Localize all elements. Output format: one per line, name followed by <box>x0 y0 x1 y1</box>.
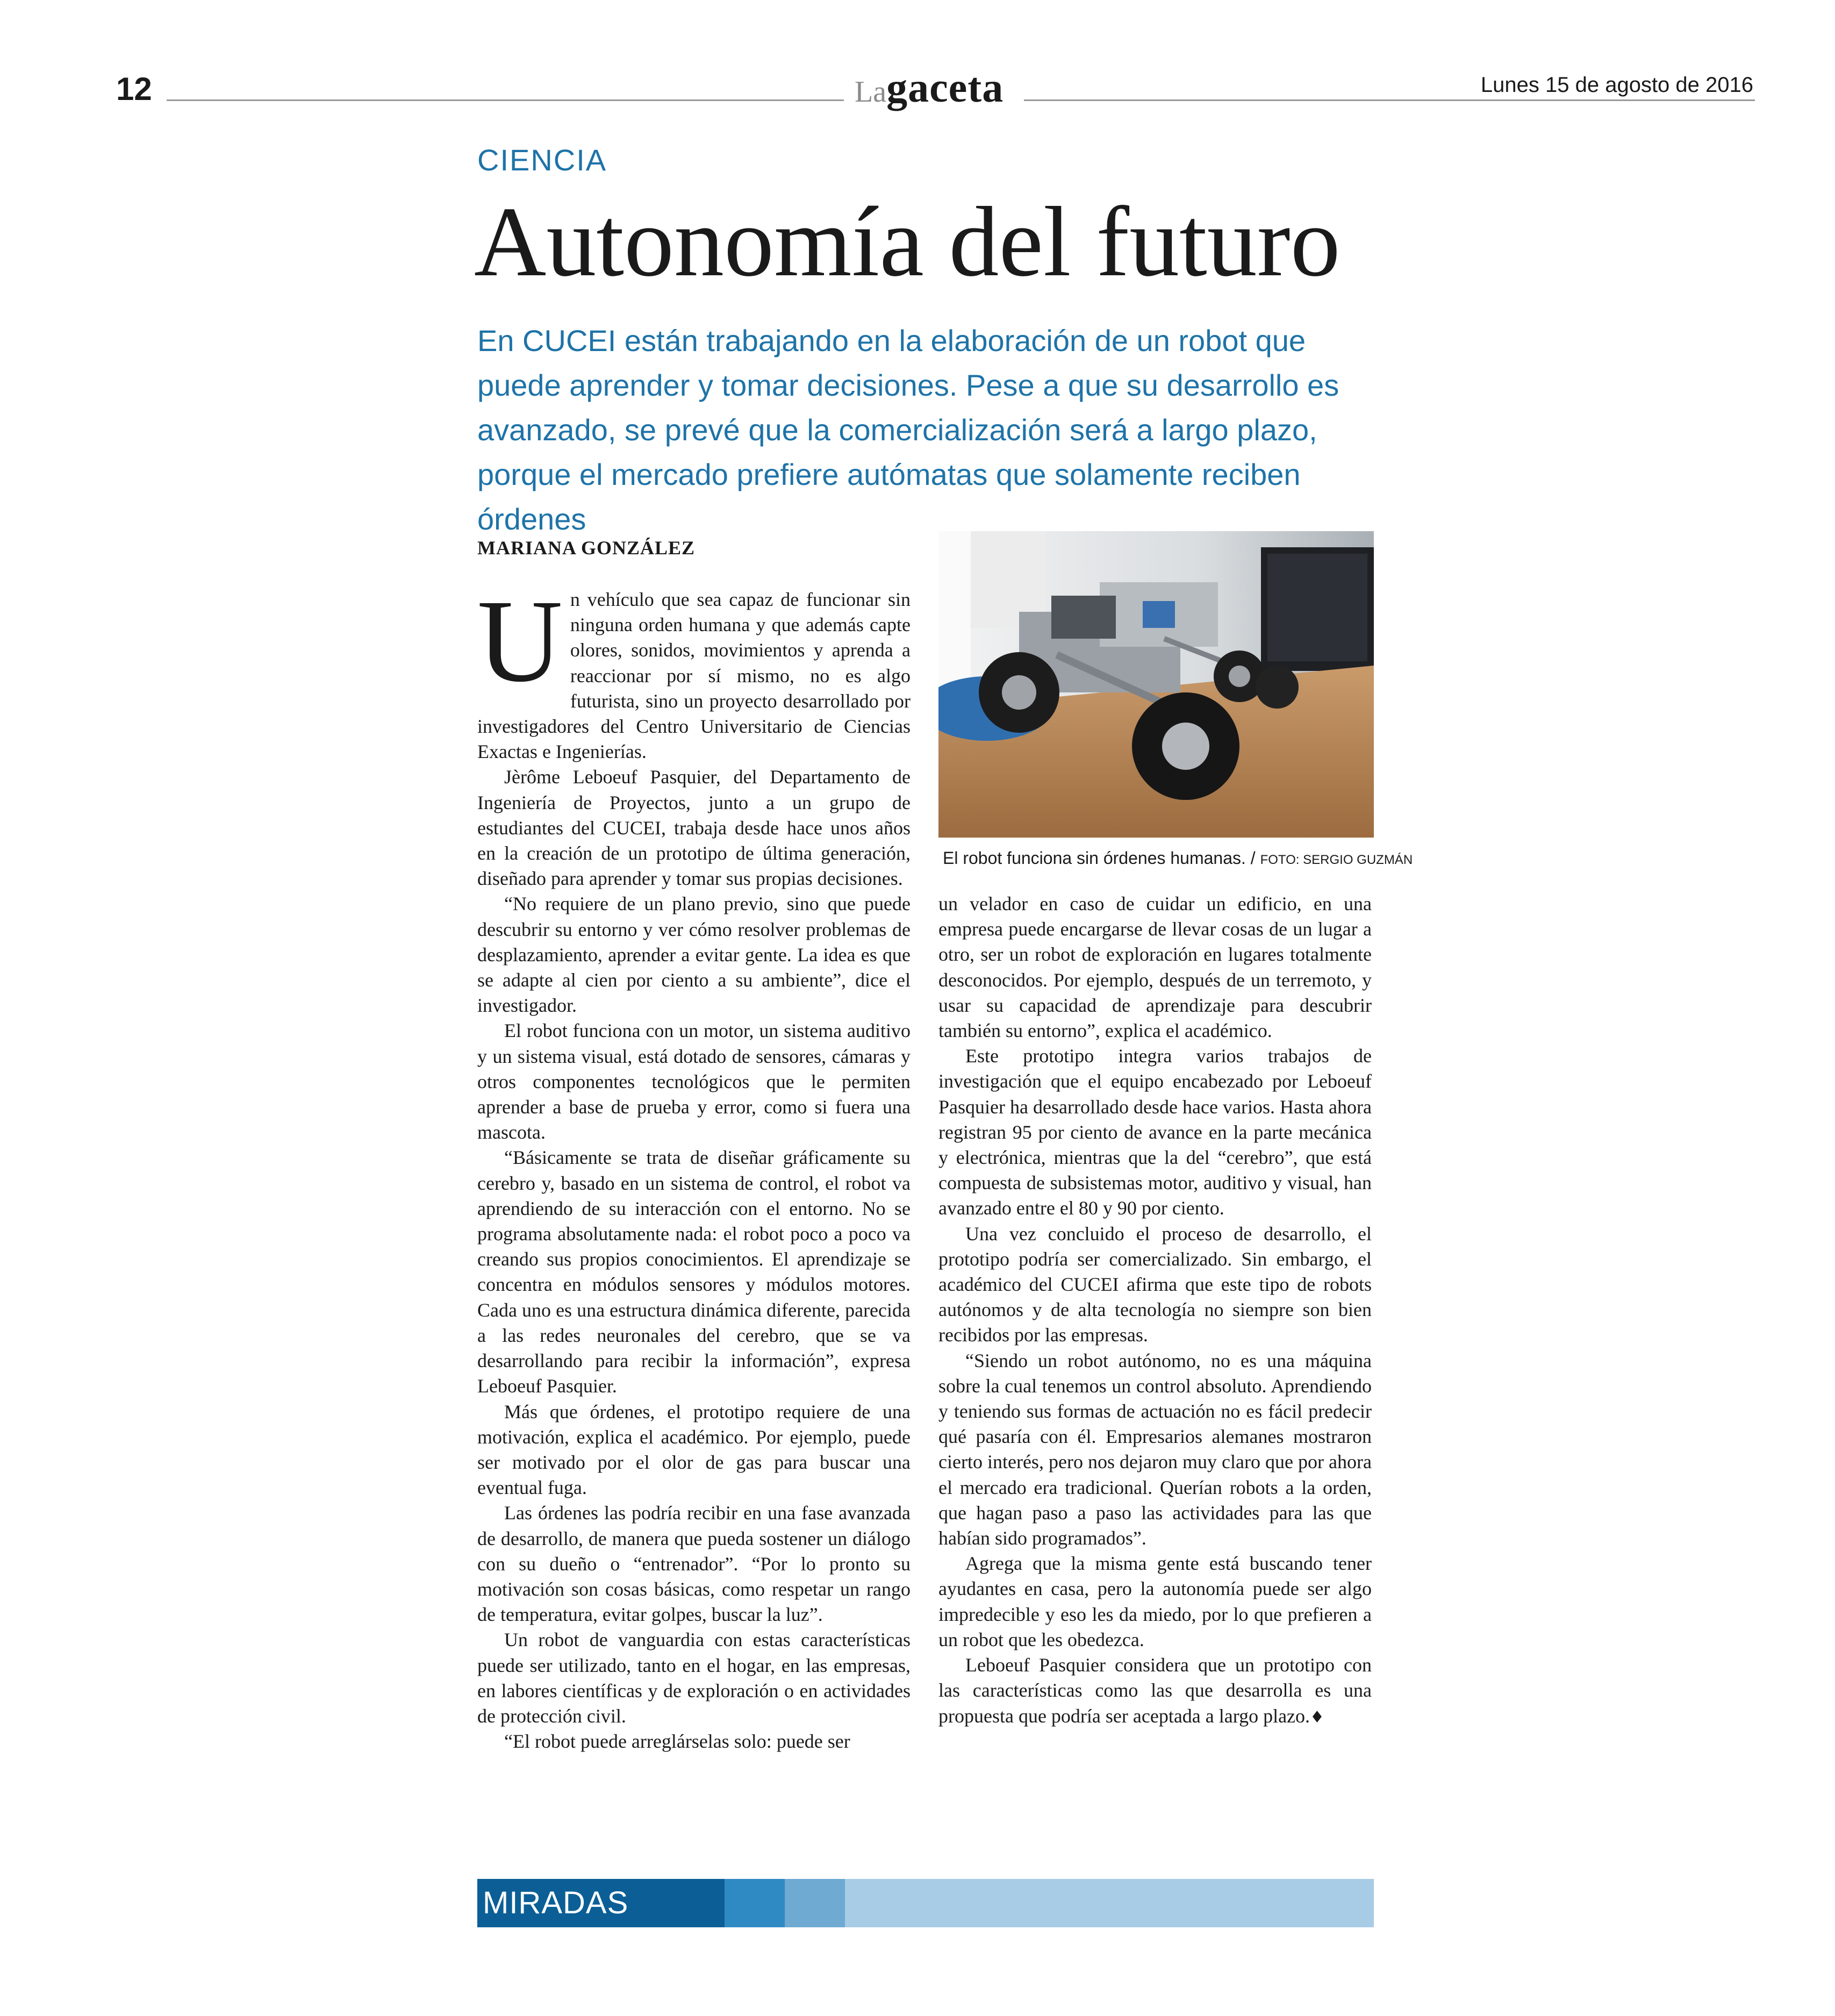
page-number: 12 <box>116 71 152 107</box>
body-paragraph: Una vez concluido el proceso de desarrollo, el prototipo podría ser comercializado. Sin embargo, el académico del CUCEI afirma que este tipo de robots autónomos y de alta tecnología no siempre son bien recibidos por las empresas. <box>938 1223 1372 1346</box>
body-paragraph: “El robot puede arreglárselas solo: puede ser <box>504 1731 850 1753</box>
body-paragraph: Más que órdenes, el prototipo requiere de una motivación, explica el académico. Por ejemplo, puede ser motivado por el olor de gas para buscar una eventual fuga. <box>477 1400 911 1499</box>
body-paragraph: Las órdenes las podría recibir en una fase avanzada de desarrollo, de manera que pueda sostener un diálogo con su dueño o “entrenador”. “Por lo pronto su motivación son cosas básicas, como respetar un rango de temperatura, evitar golpes, buscar la luz”. <box>477 1502 911 1626</box>
body-column-right <box>938 891 1372 1730</box>
masthead-logo <box>855 63 1003 124</box>
masthead-name: gaceta <box>886 64 1004 111</box>
masthead-prefix: La <box>855 75 887 109</box>
body-column-left <box>477 575 911 1754</box>
closing-paragraph <box>938 1653 1372 1730</box>
body-paragraph: Agrega que la misma gente está buscando tener ayudantes en casa, pero la autonomía puede ser algo impredecible y eso les da miedo, por lo que prefieren a un robot que les obedezca. <box>938 1553 1372 1650</box>
header-rule-right <box>1024 99 1755 101</box>
issue-date: Lunes 15 de agosto de 2016 <box>1480 73 1753 97</box>
section-label: CIENCIA <box>477 143 607 177</box>
body-paragraph: Jèrôme Leboeuf Pasquier, del Departamento de Ingeniería de Proyectos, junto a un grupo de estudiantes del CUCEI, trabaja desde hace unos años en la creación de un prototipo de última generación, diseñado para aprender y tomar sus propias decisiones. <box>477 766 911 890</box>
body-paragraph: “Siendo un robot autónomo, no es una máquina sobre la cual tenemos un control absoluto. Aprendiendo y teniendo sus formas de actuación no es fácil predecir qué pasaría con él. Empresarios alemanes mostraron cierto interés, pero nos dejaron muy claro que por ahora el mercado era tradicional. Querían robots a la orden, que hagan paso a paso las actividades para las que habían sido programados”. <box>938 1349 1372 1549</box>
article-dek: En CUCEI están trabajando en la elaboración de un robot que puede aprender y tomar decisiones. Pese a que su desarrollo es avanzado, se prevé que la comercialización será a largo plazo, porque el mercado prefiere autómatas que solamente reciben órdenes <box>477 324 1339 536</box>
closing-paragraph-text: Leboeuf Pasquier considera que un prototipo con las características como las que desarrolla es una propuesta que podría ser aceptada a largo plazo. <box>938 1654 1372 1727</box>
robot-photo <box>938 531 1374 838</box>
section-band-mid <box>725 1879 785 1927</box>
byline: MARIANA GONZÁLEZ <box>477 537 696 559</box>
next-section-label: MIRADAS <box>483 1885 629 1920</box>
photo-caption-text: El robot funciona sin órdenes humanas. <box>943 848 1246 868</box>
body-paragraph: El robot funciona con un motor, un sistema auditivo y un sistema visual, está dotado de sensores, cámaras y otros componentes tecnológicos que le permiten aprender a base de prueba y error, como si fuera una mascota. <box>477 1020 911 1143</box>
body-paragraph: “No requiere de un plano previo, sino que puede descubrir su entorno y ver cómo resolver problemas de desplazamiento, aprender a evitar gente. La idea es que se adapte al cien por ciento a su ambiente”, dice el investigador. <box>477 893 911 1017</box>
photo-credit-separator: / <box>1250 848 1256 868</box>
body-paragraph: “Básicamente se trata de diseñar gráficamente su cerebro y, basado en un sistema de control, el robot va aprendiendo de su interacción con el entorno. No se programa absolutamente nada: el robot poco a poco va creando sus propios conocimientos. El aprendizaje se concentra en módulos sensores y módulos motores. Cada uno es una estructura dinámica diferente, parecida a las redes neuronales del cerebro, que se va desarrollando para recibir la información”, expresa Leboeuf Pasquier. <box>477 1147 911 1397</box>
lead-paragraph-text: n vehículo que sea capaz de funcionar sin ninguna orden humana y que además capte olores, sonidos, movimientos y aprenda a reaccionar por sí mismo, no es algo futurista, sino un proyecto desarrollado por investigadores del Centro Universitario de Ciencias Exactas e Ingenierías. <box>477 589 911 763</box>
photo-caption <box>943 847 1413 871</box>
drop-cap: U <box>477 575 563 706</box>
body-paragraph: Un robot de vanguardia con estas características puede ser utilizado, tanto en el hogar, en las empresas, en labores científicas y de exploración o en actividades de protección civil. <box>477 1629 911 1727</box>
continued-paragraph: un velador en caso de cuidar un edificio, en una empresa puede encargarse de llevar cosas de un lugar a otro, ser un robot de exploración en lugares totalmente desconocidos. Por ejemplo, después de un terremoto, y usar su capacidad de aprendizaje para descubrir también su entorno”, explica el académico. <box>938 893 1372 1042</box>
section-band-light <box>785 1879 845 1927</box>
section-band-pale <box>845 1879 1374 1927</box>
photo-credit: FOTO: SERGIO GUZMÁN <box>1260 853 1413 867</box>
end-mark-icon: ♦ <box>1310 1707 1324 1727</box>
article-title: Autonomía del futuro <box>474 187 1341 297</box>
body-paragraph: Este prototipo integra varios trabajos de investigación que el equipo encabezado por Leboeuf Pasquier ha desarrollado desde hace varios. Hasta ahora registran 95 por ciento de avance en la parte mecánica y electrónica, mientras que la del “cerebro”, que está compuesta de subsistemas motor, auditivo y visual, han avanzado entre el 80 y 90 por ciento. <box>938 1045 1372 1219</box>
lead-paragraph <box>477 575 911 764</box>
header-rule-left <box>167 99 844 101</box>
